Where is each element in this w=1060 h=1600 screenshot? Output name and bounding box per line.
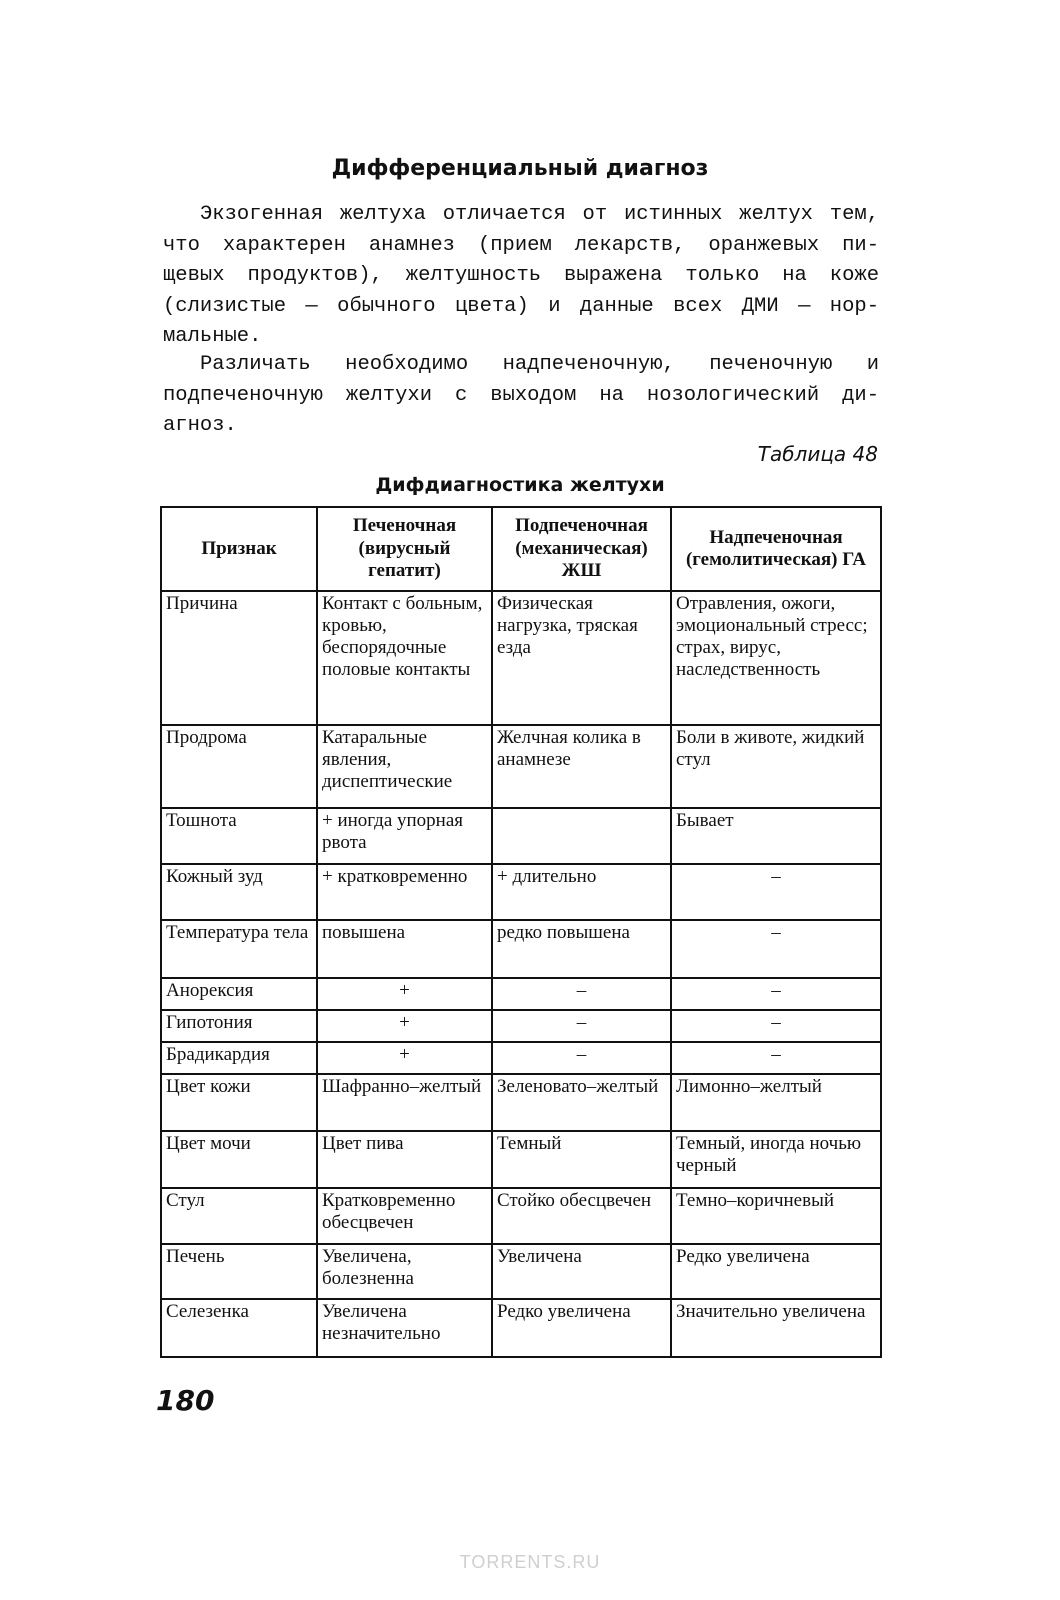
cell-hepatic: Кратковременно обесцвечен	[317, 1188, 492, 1244]
cell-subhepatic: Стойко обесцвечен	[492, 1188, 671, 1244]
paragraph-line: мальные.	[163, 325, 262, 348]
cell-sign: Причина	[161, 591, 317, 725]
cell-suprahepatic: Отравления, ожоги, эмоциональный стресс; страх, вирус, наследственность	[671, 591, 881, 725]
cell-suprahepatic: –	[671, 978, 881, 1010]
cell-suprahepatic: –	[671, 1010, 881, 1042]
cell-suprahepatic: Бывает	[671, 808, 881, 864]
header-subhepatic: Подпеченочная (механическая) ЖШ	[492, 507, 671, 591]
paragraph-line: что характерен анамнез (прием лекарств, оранжевых пи-	[163, 233, 879, 257]
table-row	[161, 1131, 881, 1188]
cell-suprahepatic: Боли в животе, жидкий стул	[671, 725, 881, 808]
cell-suprahepatic: Редко увеличена	[671, 1244, 881, 1299]
cell-suprahepatic: Темный, иногда ночью черный	[671, 1131, 881, 1188]
cell-subhepatic: –	[492, 1010, 671, 1042]
header-sign: Признак	[161, 507, 317, 591]
cell-subhepatic: Темный	[492, 1131, 671, 1188]
cell-hepatic: Увеличена незначительно	[317, 1299, 492, 1357]
cell-suprahepatic: Лимонно–желтый	[671, 1074, 881, 1131]
paragraph-line: Различать необходимо надпеченочную, печеночную и	[200, 353, 879, 376]
cell-hepatic: Катаральные явления, диспептические	[317, 725, 492, 808]
cell-hepatic: +	[317, 1042, 492, 1074]
cell-subhepatic: Зеленовато–желтый	[492, 1074, 671, 1131]
cell-sign: Брадикардия	[161, 1042, 317, 1074]
table-header-row	[161, 507, 881, 591]
cell-hepatic: Контакт с больным, кровью, беспорядочные половые контакты	[317, 591, 492, 725]
cell-sign: Селезенка	[161, 1299, 317, 1357]
cell-suprahepatic: –	[671, 1042, 881, 1074]
cell-hepatic: Шафранно–желтый	[317, 1074, 492, 1131]
cell-sign: Цвет мочи	[161, 1131, 317, 1188]
cell-sign: Тошнота	[161, 808, 317, 864]
page-number: 180	[156, 1384, 215, 1417]
cell-suprahepatic: Темно–коричневый	[671, 1188, 881, 1244]
cell-hepatic: +	[317, 978, 492, 1010]
cell-subhepatic: + длительно	[492, 864, 671, 920]
paragraph-exogenous-jaundice	[163, 200, 879, 353]
cell-sign: Продрома	[161, 725, 317, 808]
jaundice-diff-table	[160, 506, 882, 1358]
cell-hepatic: + иногда упорная рвота	[317, 808, 492, 864]
cell-sign: Гипотония	[161, 1010, 317, 1042]
table-number: Таблица 48	[757, 442, 878, 466]
cell-sign: Цвет кожи	[161, 1074, 317, 1131]
cell-subhepatic: –	[492, 1042, 671, 1074]
cell-subhepatic: –	[492, 978, 671, 1010]
table-row	[161, 1074, 881, 1131]
cell-hepatic: + кратковременно	[317, 864, 492, 920]
cell-subhepatic	[492, 808, 671, 864]
cell-subhepatic: редко повышена	[492, 920, 671, 978]
cell-hepatic: Увеличена, болезненна	[317, 1244, 492, 1299]
paragraph-line: (слизистые — обычного цвета) и данные всех ДМИ — нор-	[163, 294, 879, 318]
cell-hepatic: повышена	[317, 920, 492, 978]
watermark: TORRENTS.RU	[459, 1552, 601, 1572]
paragraph-line: подпеченочную желтухи с выходом на нозологический ди-	[163, 383, 879, 407]
paragraph-line: агноз.	[163, 414, 237, 437]
cell-subhepatic: Редко увеличена	[492, 1299, 671, 1357]
cell-sign: Стул	[161, 1188, 317, 1244]
paragraph-differentiation	[163, 350, 879, 442]
table-row	[161, 725, 881, 808]
cell-hepatic: Цвет пива	[317, 1131, 492, 1188]
cell-sign: Анорексия	[161, 978, 317, 1010]
table-row	[161, 1299, 881, 1357]
table-row	[161, 1244, 881, 1299]
cell-subhepatic: Желчная колика в анамнезе	[492, 725, 671, 808]
cell-sign: Температура тела	[161, 920, 317, 978]
cell-suprahepatic: –	[671, 920, 881, 978]
table-row	[161, 864, 881, 920]
paragraph-line: Экзогенная желтуха отличается от истинных желтух тем,	[200, 203, 879, 226]
cell-suprahepatic: Значительно увеличена	[671, 1299, 881, 1357]
section-heading: Дифференциальный диагноз	[331, 156, 709, 181]
table-title: Дифдиагностика желтухи	[375, 474, 665, 496]
table-row	[161, 1188, 881, 1244]
cell-hepatic: +	[317, 1010, 492, 1042]
header-hepatic: Печеночная (вирусный гепатит)	[317, 507, 492, 591]
table-row	[161, 920, 881, 978]
table-row	[161, 1042, 881, 1074]
cell-sign: Печень	[161, 1244, 317, 1299]
cell-suprahepatic: –	[671, 864, 881, 920]
table-row	[161, 978, 881, 1010]
cell-sign: Кожный зуд	[161, 864, 317, 920]
table-row	[161, 591, 881, 725]
cell-subhepatic: Физическая нагрузка, тряская езда	[492, 591, 671, 725]
header-suprahepatic: Надпеченочная (гемолитическая) ГА	[671, 507, 881, 591]
table-row	[161, 808, 881, 864]
paragraph-line: щевых продуктов), желтушность выражена только на коже	[163, 264, 879, 287]
cell-subhepatic: Увеличена	[492, 1244, 671, 1299]
table-row	[161, 1010, 881, 1042]
